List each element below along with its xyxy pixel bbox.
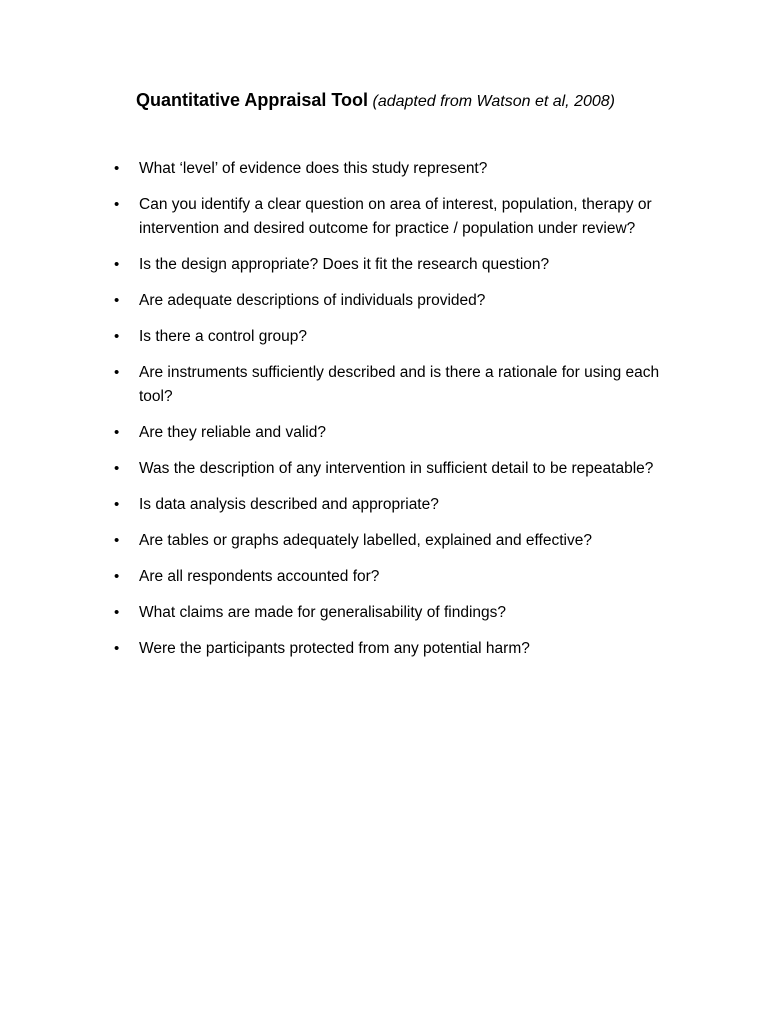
list-item: [114, 601, 684, 625]
list-item: [114, 361, 684, 409]
bullet-icon: •: [114, 532, 120, 549]
question-text: Are all respondents accounted for?: [139, 568, 380, 585]
list-item: [114, 529, 684, 553]
bullet-icon: •: [114, 460, 120, 477]
bullet-icon: •: [114, 364, 120, 381]
list-item: [114, 493, 684, 517]
list-item: [114, 157, 684, 181]
question-text: Was the description of any intervention in sufficient detail to be repeatable?: [139, 460, 654, 477]
question-text: Are instruments sufficiently described and is there a rationale for using each tool?: [139, 364, 660, 405]
list-item: [114, 325, 684, 349]
question-text: What ‘level’ of evidence does this study represent?: [139, 160, 488, 177]
question-text: What claims are made for generalisability of findings?: [139, 604, 507, 621]
bullet-icon: •: [114, 604, 120, 621]
question-text: Are tables or graphs adequately labelled, explained and effective?: [139, 532, 592, 549]
list-item: [114, 421, 684, 445]
list-item: [114, 565, 684, 589]
list-item: [114, 289, 684, 313]
question-text: Is the design appropriate? Does it fit the research question?: [139, 256, 550, 273]
bullet-icon: •: [114, 568, 120, 585]
bullet-icon: •: [114, 424, 120, 441]
question-list: [114, 157, 684, 673]
bullet-icon: •: [114, 160, 120, 177]
bullet-icon: •: [114, 640, 120, 657]
list-item: [114, 457, 684, 481]
bullet-icon: •: [114, 256, 120, 273]
document-subtitle: (adapted from Watson et al, 2008): [372, 93, 615, 110]
document-title: Quantitative Appraisal Tool: [136, 90, 369, 110]
question-text: Is there a control group?: [139, 328, 308, 345]
bullet-icon: •: [114, 196, 120, 213]
list-item: [114, 253, 684, 277]
bullet-icon: •: [114, 496, 120, 513]
list-item: [114, 193, 684, 241]
question-text: Are they reliable and valid?: [139, 424, 326, 441]
list-item: [114, 637, 684, 661]
question-text: Is data analysis described and appropriate?: [139, 496, 439, 513]
question-text: Were the participants protected from any potential harm?: [139, 640, 530, 657]
bullet-icon: •: [114, 328, 120, 345]
question-text: Are adequate descriptions of individuals provided?: [139, 292, 486, 309]
bullet-icon: •: [114, 292, 120, 309]
question-text: Can you identify a clear question on area of interest, population, therapy or intervention and desired outcome for practice / population under review?: [139, 196, 652, 237]
title-line: [136, 88, 736, 114]
